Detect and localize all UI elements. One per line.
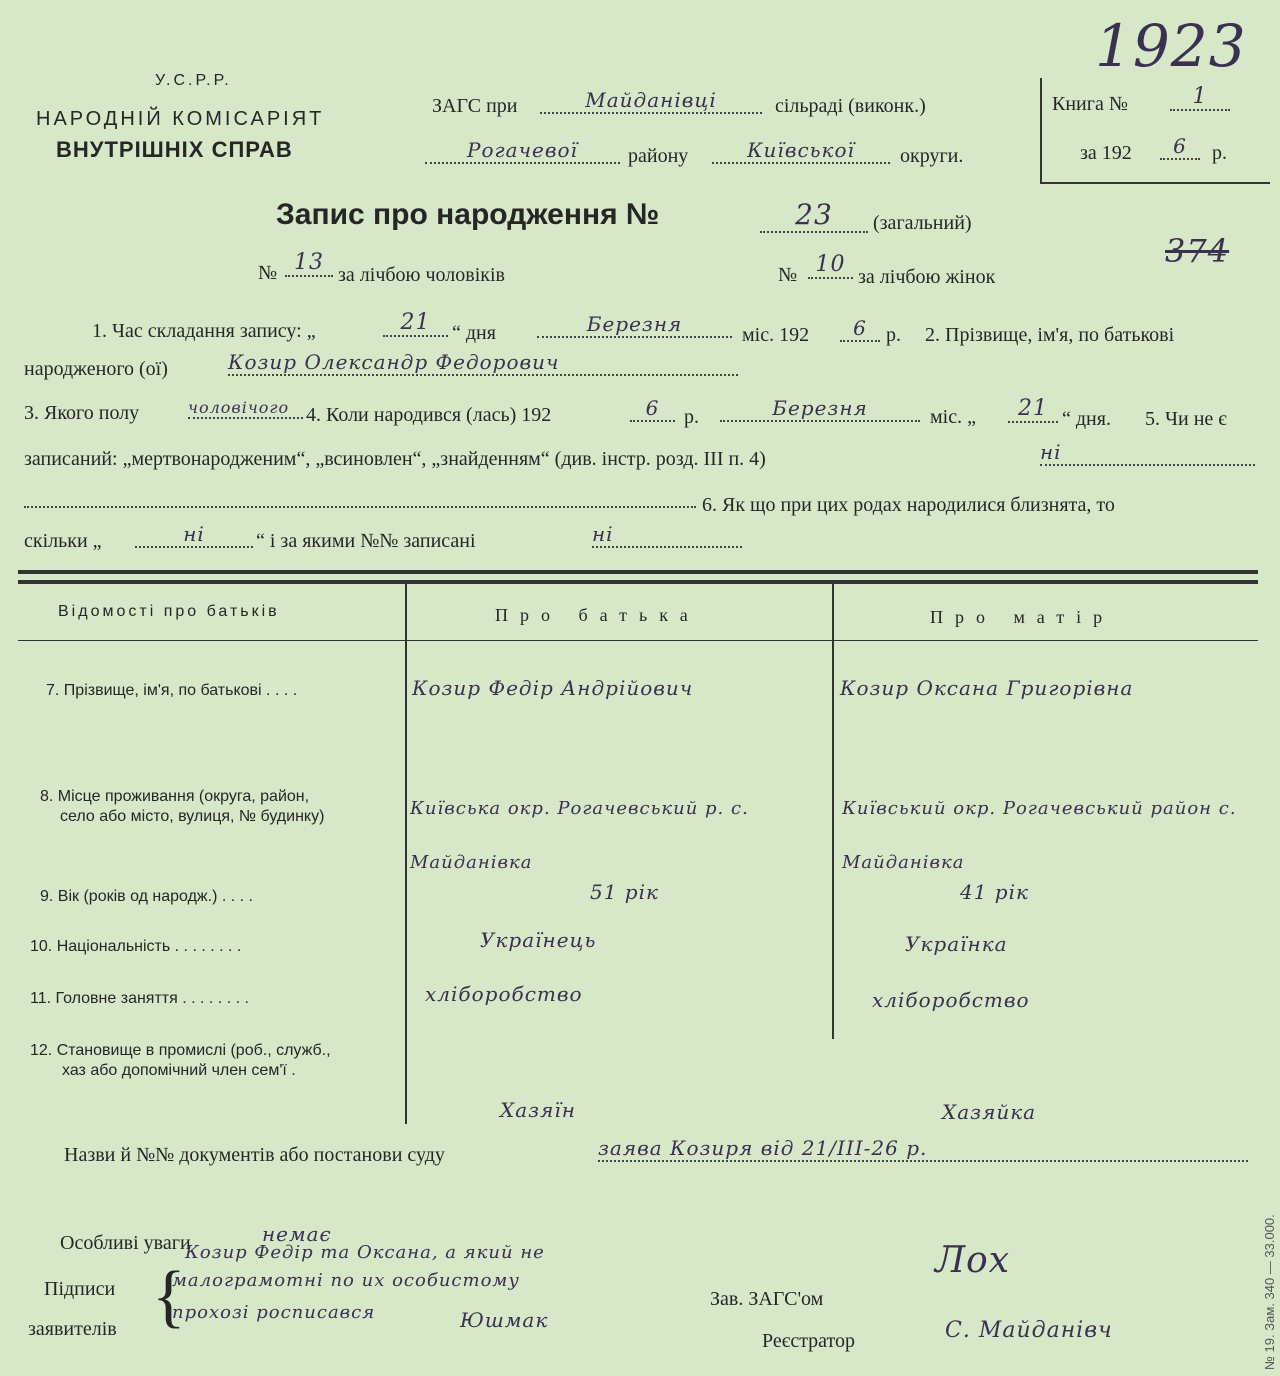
documents-field: заява Козиря від 21/III-26 р.	[598, 1136, 1248, 1162]
female-count-field: 10	[808, 252, 853, 279]
archive-number: 1923	[1095, 12, 1247, 80]
born-label: народженого (ої)	[24, 358, 168, 380]
col-father-header: Про батька	[495, 605, 700, 625]
twins-numbers-field: ні	[592, 522, 742, 548]
f1-label: 1. Час складання запису: „	[92, 320, 316, 342]
village-field: Майданівці	[540, 88, 762, 114]
male-no-label: №	[258, 262, 278, 284]
f4-day-field: 21	[1008, 396, 1058, 423]
col-info-header: Відомості про батьків	[58, 603, 280, 620]
f1-year-field: 6	[840, 316, 880, 342]
father-age: 51 рік	[590, 880, 659, 904]
book-box-border	[1040, 78, 1042, 184]
commissariat-heading: НАРОДНІЙ КОМІСАРІЯТ	[36, 108, 325, 130]
f4-day-label: “ дня.	[1062, 408, 1111, 430]
table-header-rule	[18, 640, 1258, 641]
f1-year-label: р.	[886, 324, 901, 346]
female-count-label: за лічбою жінок	[858, 266, 996, 288]
signatures-label: Підписи	[44, 1278, 116, 1300]
notes-label: Особливі уваги	[60, 1232, 191, 1254]
book-box-bottom	[1040, 182, 1270, 184]
table-col-divider-1	[405, 584, 407, 1124]
book-year-label: за 192	[1080, 142, 1132, 164]
father-residence: Київська окр. Рогачевський р. с. Майданівка	[410, 798, 749, 873]
region-label: округи.	[900, 145, 964, 167]
sign-note-line3: прохозі росписався	[172, 1302, 376, 1323]
f6-label: 6. Як що при цих родах народилися близнята, то	[702, 494, 1115, 516]
f4-month-field: Березня	[720, 396, 920, 422]
record-number-field: 23	[760, 198, 868, 233]
father-status: Хазяїн	[500, 1098, 576, 1122]
sign-note-line2: малограмотні по их особистому	[172, 1270, 520, 1291]
f4-label: 4. Коли народився (лась) 192	[306, 404, 552, 426]
margin-print: № 19. Зам. 340 — 33.000.	[1262, 1214, 1277, 1370]
signatures-brace: {	[152, 1258, 186, 1335]
f6-how-many-label: скільки „	[24, 530, 102, 552]
notes-field: немає	[262, 1222, 332, 1246]
record-title: Запис про народження №	[276, 198, 660, 231]
documents-label: Назви й №№ документів або постанови суду	[64, 1144, 445, 1166]
region-field: Київської	[712, 138, 890, 164]
male-count-field: 13	[285, 250, 333, 277]
table-top-rule-2	[18, 580, 1258, 584]
f3-label: 3. Якого полу	[24, 402, 140, 424]
mother-residence: Київський окр. Рогачевський район с. Майданівка	[842, 798, 1237, 873]
table-col-divider-2	[832, 584, 834, 1039]
village-council-label: сільраді (виконк.)	[775, 95, 926, 117]
f1-day-label: “ дня	[452, 322, 496, 344]
f5-line: записаний: „мертвонародженим“, „всиновлен“, „знайденням“ (див. інстр. розд. III п. 4)	[24, 448, 766, 470]
registrar-label: Реєстратор	[762, 1330, 856, 1352]
internal-affairs-heading: ВНУТРІШНІХ СПРАВ	[56, 137, 293, 162]
born-name-field: Козир Олександр Федорович	[228, 350, 738, 376]
registrar-signature: С. Майданівч	[945, 1318, 1113, 1343]
f2-label: 2. Прізвище, ім'я, по батькові	[925, 324, 1175, 346]
mother-age: 41 рік	[960, 880, 1029, 904]
f1-month-field: Березня	[537, 312, 732, 338]
father-name: Козир Федір Андрійович	[412, 676, 694, 700]
zags-at-label: ЗАГС при	[432, 95, 518, 117]
applicants-label: заявителів	[28, 1318, 117, 1340]
book-number-field: 1	[1170, 84, 1230, 111]
father-nationality: Українець	[480, 928, 597, 952]
father-occupation: хліборобство	[425, 982, 583, 1006]
f1-day-field: 21	[383, 310, 448, 337]
male-count-label: за лічбою чоловіків	[338, 264, 505, 286]
row-residence-label: 8. Місце проживання (округа, район,	[40, 788, 310, 805]
row-residence-label-2: село або місто, вулиця, № будинку)	[60, 808, 325, 825]
f6-and-label: “ і за якими №№ записані	[256, 530, 476, 552]
row-occupation-label: 11. Головне заняття . . . . . . . .	[30, 990, 249, 1007]
f5-label: 5. Чи не є	[1145, 408, 1227, 430]
f1-month-label: міс. 192	[742, 324, 810, 346]
female-no-label: №	[778, 264, 798, 286]
f4-month-label: міс. „	[930, 406, 976, 428]
table-top-rule	[18, 570, 1258, 574]
zags-head-label: Зав. ЗАГС'ом	[710, 1288, 824, 1310]
f4-r-label: р.	[684, 406, 699, 428]
mother-name: Козир Оксана Григорівна	[840, 676, 1134, 700]
row-status-label: 12. Становище в промислі (роб., служб.,	[30, 1042, 331, 1059]
general-label: (загальний)	[873, 212, 972, 234]
sex-field: чоловічого	[188, 398, 303, 419]
zags-head-signature: Лох	[935, 1240, 1011, 1281]
district-label: району	[628, 145, 689, 167]
twins-count-field: ні	[135, 522, 253, 548]
book-year-suffix: р.	[1212, 142, 1227, 164]
col-mother-header: Про матір	[930, 607, 1115, 627]
ussr-heading: У.С.Р.Р.	[155, 72, 232, 89]
row-age-label: 9. Вік (років од народж.) . . . .	[40, 888, 253, 905]
applicant-signature: Юшмак	[460, 1308, 549, 1332]
row-nationality-label: 10. Національність . . . . . . . .	[30, 938, 242, 955]
mother-nationality: Українка	[905, 932, 1008, 956]
corner-number: 374	[1165, 232, 1230, 270]
mother-status: Хазяйка	[942, 1100, 1037, 1124]
book-year-field: 6	[1160, 134, 1200, 160]
f4-year-field: 6	[630, 396, 675, 422]
sign-note-line1: Козир Федір та Оксана, а який не	[185, 1242, 545, 1263]
book-label: Книга №	[1052, 93, 1128, 115]
district-field: Рогачевої	[425, 138, 620, 164]
mother-occupation: хліборобство	[872, 988, 1030, 1012]
f5-field: ні	[1040, 440, 1255, 466]
row-name-label: 7. Прізвище, ім'я, по батькові . . . .	[46, 682, 298, 699]
row-status-label-2: хаз або допомічний член сем'ї .	[62, 1062, 296, 1079]
f5-continuation-line	[24, 500, 696, 508]
